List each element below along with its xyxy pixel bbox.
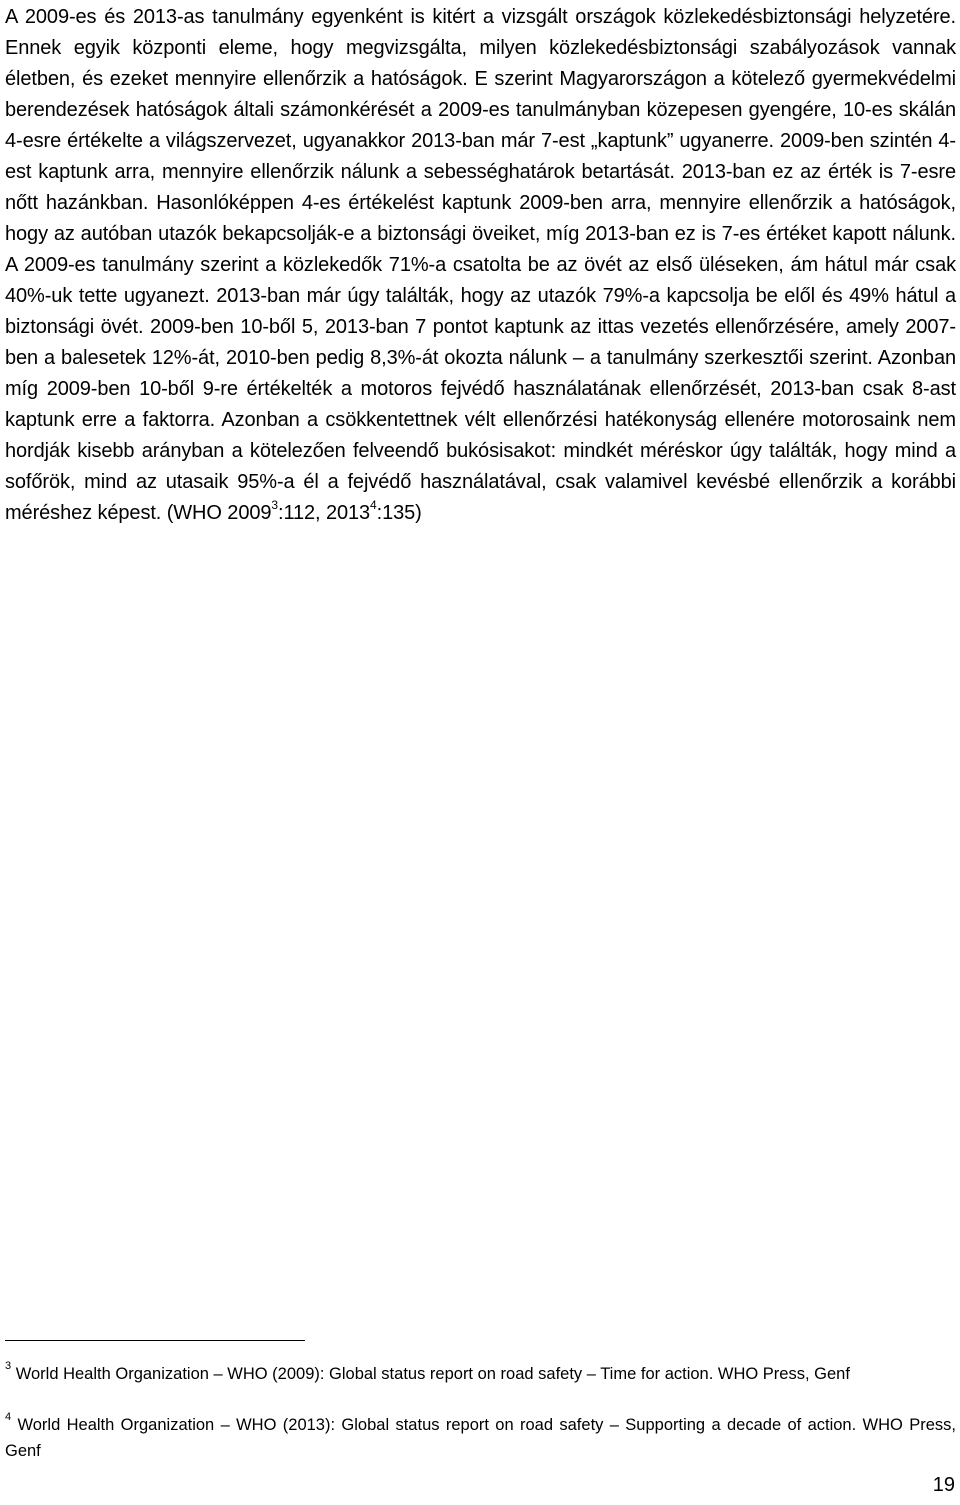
footnote-3: [5, 1361, 956, 1387]
main-paragraph: [5, 2, 956, 529]
footnote-ref-4[interactable]: 4: [370, 498, 377, 513]
footnote-text: World Health Organization – WHO (2013): Global status report on road safety – Supporting a decade of action. WHO Press, Genf: [5, 1416, 956, 1460]
page-number: 19: [932, 1474, 955, 1496]
footnote-ref-3[interactable]: 3: [271, 498, 278, 513]
footnote-text: World Health Organization – WHO (2009): Global status report on road safety – Time for action. WHO Press, Genf: [11, 1365, 850, 1383]
paragraph-text-end: :135): [376, 502, 422, 524]
footnote-mark: 4: [5, 1410, 12, 1423]
footnote-mark: 3: [5, 1359, 12, 1372]
footnote-4: [5, 1412, 956, 1464]
paragraph-text-mid: :112, 2013: [277, 502, 371, 524]
footnote-separator: [5, 1340, 305, 1341]
paragraph-text: A 2009-es és 2013-as tanulmány egyenként is kitért a vizsgált országok közlekedésbiztonsági helyzetére. Ennek egyik központi eleme, hogy megvizsgálta, milyen közlekedésbiztonsági szabályozások vannak életben, és ezeket mennyire ellenőrzik a hatóságok. E szerint Magyarországon a kötelező gyermekvédelmi berendezések hatóságok általi számonkérését a 2009-es tanulmányban közepesen gyengére, 10-es skálán 4-esre értékelte a világszervezet, ugyanakkor 2013-ban már 7-est „kaptunk” ugyanerre. 2009-ben szintén 4-est kaptunk arra, mennyire ellenőrzik nálunk a sebességhatárok betartását. 2013-ban ez az érték is 7-esre nőtt hazánkban. Hasonlóképpen 4-es értékelést kaptunk 2009-ben arra, mennyire ellenőrzik a hatóságok, hogy az autóban utazók bekapcsolják-e a biztonsági öveiket, míg 2013-ban ez is 7-es értéket kapott nálunk. A 2009-es tanulmány szerint a közlekedők 71%-a csatolta be az övét az első üléseken, ám hátul már csak 40%-uk tette ugyanezt. 2013-ban már úgy találták, hogy az utazók 79%-a kapcsolja be elől és 49% hátul a biztonsági övét. 2009-ben 10-ből 5, 2013-ban 7 pontot kaptunk az ittas vezetés ellenőrzésére, amely 2007-ben a balesetek 12%-át, 2010-ben pedig 8,3%-át okozta nálunk – a tanulmány szerkesztői szerint. Azonban míg 2009-ben 10-ből 9-re értékelték a motoros fejvédő használatának ellenőrzését, 2013-ban csak 8-ast kaptunk erre a faktorra. Azonban a csökkentettnek vélt ellenőrzési hatékonyság ellenére motorosaink nem hordják kisebb arányban a kötelezően felveendő bukósisakot: mindkét méréskor úgy találták, hogy mind a sofőrök, mind az utasaik 95%-a él a fejvédő használatával, csak valamivel kevésbé ellenőrzik a korábbi méréshez képest. (WHO 2009: [5, 6, 956, 524]
